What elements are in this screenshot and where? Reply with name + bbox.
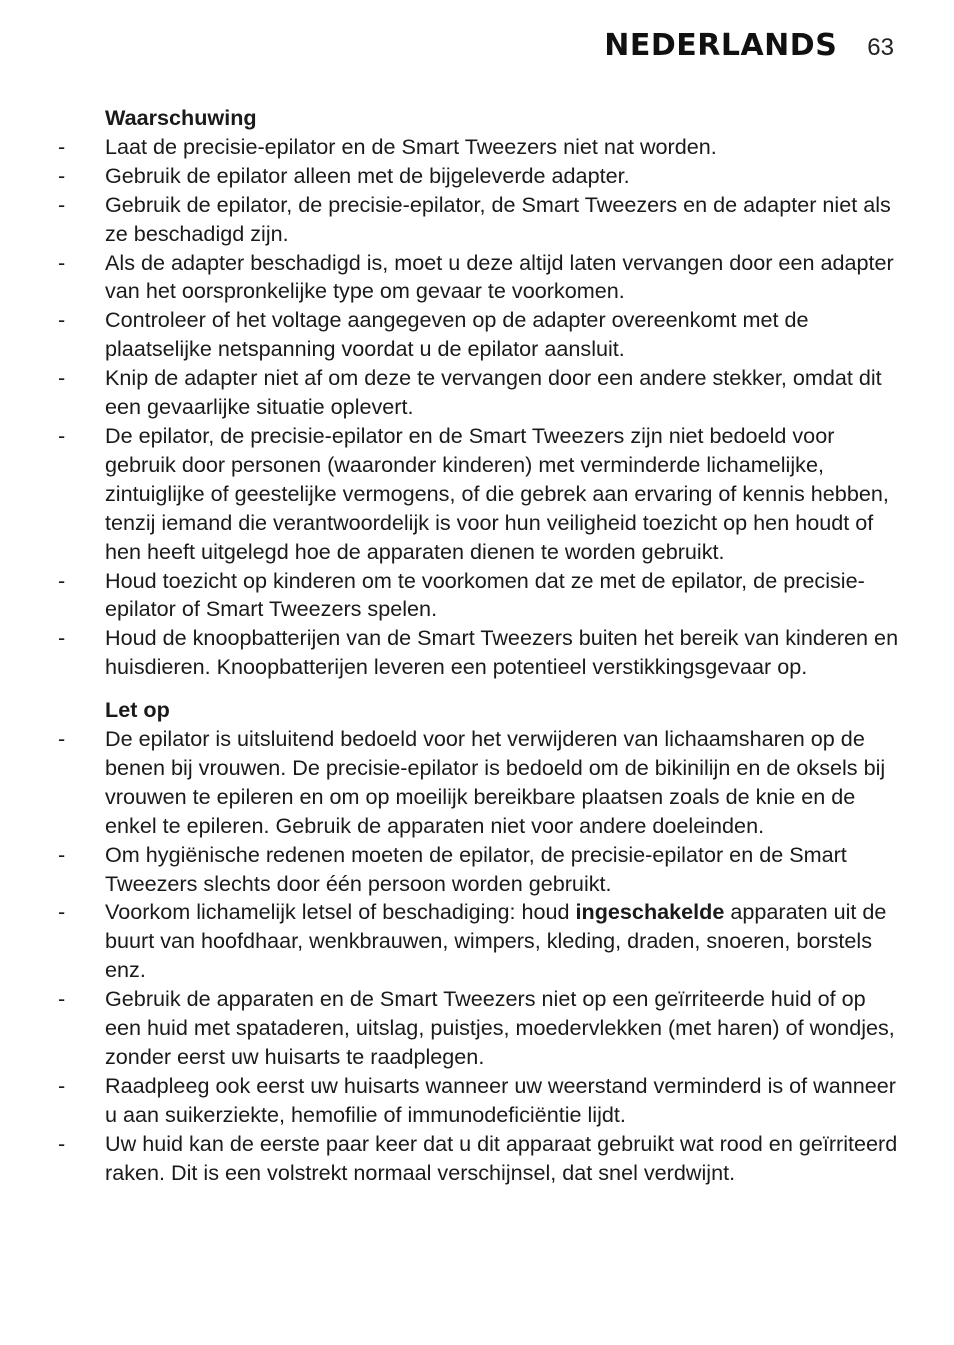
list-item: - Raadpleeg ook eerst uw huisarts wanneer uw weerstand verminderd is of wanneer u aan suikerziekte, hemofilie of immunodeficiëntie lijdt.	[58, 1072, 896, 1127]
list-item: - Controleer of het voltage aangegeven op de adapter overeenkomt met de plaatselijke netspanning voordat u de epilator aansluit.	[58, 307, 809, 362]
list-item: - Gebruik de epilator, de precisie-epilator, de Smart Tweezers en de adapter niet als ze beschadigd zijn.	[58, 191, 891, 246]
list-item: - De epilator is uitsluitend bedoeld voor het verwijderen van lichaamsharen op de benen bij vrouwen. De precisie-epilator is bedoeld om de bikinilijn en de oksels bij vrouwen te epileren en om op moeilijk bereikbare plaatsen zoals de knie en de enkel te epileren. Gebruik de apparaten niet voor andere doeleinden.	[58, 726, 886, 838]
list-item: - Voorkom lichamelijk letsel of beschadiging: houd ingeschakelde apparaten uit de buurt van hoofdhaar, wenkbrauwen, wimpers, kleding, draden, snoeren, borstels enz.	[58, 899, 887, 983]
list-item: - Houd de knoopbatterijen van de Smart Tweezers buiten het bereik van kinderen en huisdieren. Knoopbatterijen leveren een potentieel verstikkingsgevaar op.	[58, 625, 899, 680]
list-item: - De epilator, de precisie-epilator en de Smart Tweezers zijn niet bedoeld voor gebruik door personen (waaronder kinderen) met verminderde lichamelijke, zintuiglijke of geestelijke vermogens, of die gebrek aan ervaring of kennis hebben, tenzij iemand die verantwoordelijk is voor hun veiligheid toezicht op hen houdt of hen heeft uitgelegd hoe de apparaten dienen te worden gebruikt.	[58, 422, 889, 564]
caution-title: Let op	[105, 697, 170, 723]
list-item: - Als de adapter beschadigd is, moet u deze altijd laten vervangen door een adapter van het oorspronkelijke type om gevaar te voorkomen.	[58, 249, 894, 304]
list-item: - Gebruik de apparaten en de Smart Tweezers niet op een geïrriteerde huid of op een huid met spataderen, uitslag, puistjes, moedervlekken (met haren) of wondjes, zonder eerst uw huisarts te raadplegen.	[58, 986, 895, 1069]
page-header	[604, 28, 894, 63]
section-spacer	[56, 682, 906, 696]
list-item: - Houd toezicht op kinderen om te voorkomen dat ze met de epilator, de precisie-epilator of Smart Tweezers spelen.	[58, 567, 865, 622]
list-item: - Laat de precisie-epilator en de Smart Tweezers niet nat worden.	[58, 133, 717, 159]
language-heading: NEDERLANDS	[604, 28, 838, 63]
page-number: 63	[867, 34, 894, 61]
list-item: - Om hygiënische redenen moeten de epilator, de precisie-epilator en de Smart Tweezers slechts door één persoon worden gebruikt.	[58, 841, 847, 896]
list-item: - Knip de adapter niet af om deze te vervangen door een andere stekker, omdat dit een gevaarlijke situatie oplevert.	[58, 365, 882, 420]
warning-list	[56, 133, 906, 682]
emphasis-text: ingeschakelde	[575, 899, 725, 925]
list-item: - Gebruik de epilator alleen met de bijgeleverde adapter.	[58, 162, 630, 188]
list-item: - Uw huid kan de eerste paar keer dat u dit apparaat gebruikt wat rood en geïrriteerd raken. Dit is een volstrekt normaal verschijnsel, dat snel verdwijnt.	[58, 1130, 898, 1185]
caution-list	[56, 725, 906, 1188]
warning-title: Waarschuwing	[105, 105, 257, 130]
page-content	[56, 104, 906, 1188]
